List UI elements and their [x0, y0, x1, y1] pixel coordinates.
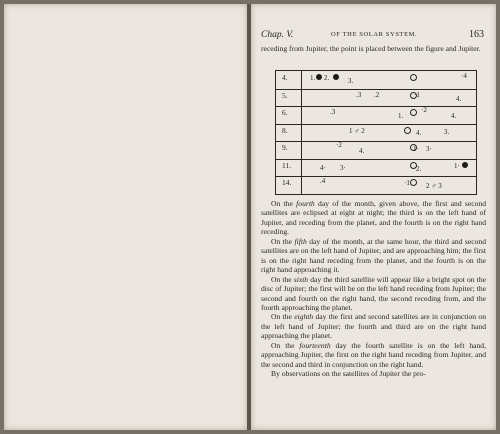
satellite-mark: .3: [330, 108, 336, 117]
satellite-mark: ·4: [461, 72, 467, 80]
intro-text: receding from Jupiter, the point is placed between the figure and Jupiter.: [261, 44, 481, 53]
satellite-mark: ·1: [404, 179, 410, 188]
figure-row: [276, 89, 476, 108]
figure-row: [276, 124, 476, 143]
satellite-mark: 1 ♂ 2: [349, 126, 365, 135]
satellite-mark: 1·: [454, 161, 460, 170]
jupiter-circle-icon: [410, 109, 417, 116]
eclipsed-satellite-dot-icon: [316, 74, 322, 80]
satellite-shadow-dot-icon: [462, 162, 468, 168]
day-label: 8.: [276, 124, 302, 142]
running-title: OF THE SOLAR SYSTEM.: [331, 31, 418, 38]
jupiter-satellite-figure: [275, 70, 477, 195]
paragraph: On the sixth day the third satellite will appear like a bright spot on the disc of Jupiter; the first will be on the left hand receding from Jupiter; the second and fourth on the right hand, the second receding from, and the fourth approaching the planet.: [261, 274, 486, 312]
satellite-mark: 4.: [416, 128, 422, 137]
paragraph: On the fifth day of the month, at the same hour, the third and second satellites are on the left hand of Jupiter, and are approaching him; the first is on the right hand receding from the planet, and the fourth is on the right hand approaching it.: [261, 236, 486, 275]
jupiter-circle-icon: [410, 179, 417, 186]
day-label: 6.: [276, 106, 302, 124]
satellite-mark: 1.: [398, 112, 404, 121]
left-blank-page: [4, 4, 247, 430]
jupiter-circle-icon: [404, 127, 411, 134]
chapter-label: Chap. V.: [261, 30, 294, 40]
figure-row: [276, 176, 476, 194]
satellite-mark: ·2: [421, 106, 427, 115]
satellite-mark: 1·: [413, 145, 419, 154]
satellite-mark: ·2: [336, 141, 342, 150]
satellite-mark: 3·: [426, 145, 432, 154]
satellite-mark: .2: [374, 90, 380, 99]
satellite-mark: 3·: [340, 163, 346, 172]
paragraph: On the fourth day of the month, given above, the first and second satellites are eclipsed at eight at night; the third is on the left hand of Jupiter, and receding from the planet, and the fourth is on the right hand receding.: [261, 199, 486, 237]
satellite-mark: 1.: [310, 74, 316, 82]
satellite-mark: ·1: [414, 90, 420, 99]
satellite-mark: 2.: [416, 164, 422, 173]
paragraph: On the eighth day the first and second satellites are in conjunction on the left hand of Jupiter; the fourth and third are on the right hand approaching the planet.: [261, 312, 487, 341]
day-label: 9.: [276, 141, 302, 159]
satellite-mark: 4.: [451, 112, 457, 121]
body-text: [261, 199, 486, 379]
satellite-mark: .3: [356, 90, 362, 99]
satellite-mark: 3.: [444, 127, 450, 136]
page-number: 163: [469, 29, 484, 40]
day-label: 14.: [276, 176, 302, 194]
satellite-mark: 4.: [456, 94, 462, 103]
eclipsed-satellite-dot-icon: [333, 74, 339, 80]
paragraph: On the fourteenth day the fourth satellite is on the left hand, approaching Jupiter, the first on the right hand receding from Jupiter, and the second and third in conjunction on the right hand.: [261, 340, 487, 369]
figure-row: [276, 71, 476, 90]
day-label: 5.: [276, 89, 302, 107]
satellite-mark: 2 ♂ 3: [426, 182, 442, 191]
right-text-page: [251, 4, 496, 430]
figure-row: [276, 141, 476, 160]
day-label: 11.: [276, 159, 302, 177]
satellite-mark: 3.: [348, 77, 354, 85]
figure-row: [276, 159, 476, 178]
running-header: [261, 29, 486, 43]
day-label: 4.: [276, 71, 302, 89]
satellite-mark: 4.: [359, 147, 365, 156]
satellite-mark: .4: [320, 177, 326, 186]
satellite-mark: 2.: [324, 74, 330, 82]
paragraph: By observations on the satellites of Jupiter the pro-: [271, 369, 426, 379]
figure-row: [276, 106, 476, 125]
satellite-mark: 4·: [320, 163, 326, 172]
jupiter-circle-icon: [410, 74, 417, 81]
